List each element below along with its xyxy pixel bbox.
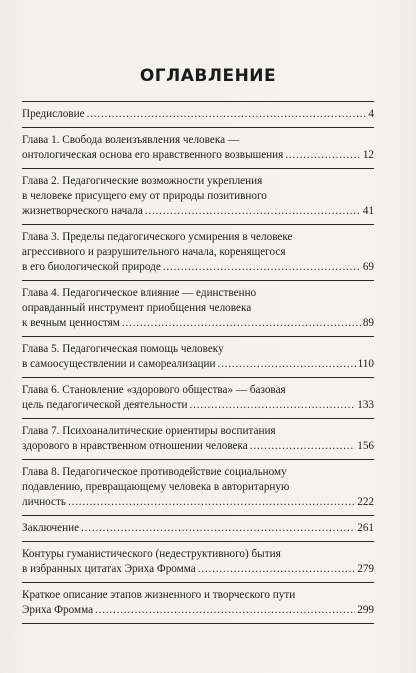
toc-entry-title-line: Глава 5. Педагогическая помощь человеку bbox=[22, 343, 224, 355]
toc-entry[interactable] bbox=[22, 128, 374, 168]
toc-entry[interactable] bbox=[22, 419, 374, 459]
dot-leader bbox=[190, 398, 356, 413]
dot-leader bbox=[285, 148, 361, 163]
dot-leader bbox=[217, 357, 355, 372]
toc-page-number: 279 bbox=[357, 563, 374, 575]
toc-page-number: 12 bbox=[362, 149, 374, 161]
toc-entry-title-line: в избранных цитатах Эриха Фромма bbox=[22, 563, 196, 575]
dot-leader bbox=[198, 562, 356, 577]
toc-entry[interactable] bbox=[22, 102, 374, 127]
toc-entry-title-line: Заключение bbox=[22, 522, 80, 534]
toc-entry[interactable] bbox=[22, 460, 374, 515]
toc-entry-title-line: Контуры гуманистического (недеструктивного) бытия bbox=[22, 548, 281, 560]
toc-entry[interactable] bbox=[22, 225, 374, 280]
toc-entry-title-line: Глава 1. Свобода волеизъявления человека — bbox=[22, 134, 240, 146]
toc-page-number: 299 bbox=[357, 604, 374, 616]
toc-entry-title-line: здорового в нравственном отношении человека bbox=[22, 440, 248, 452]
dot-leader bbox=[122, 316, 361, 331]
toc-entry-title-line: Предисловие bbox=[22, 108, 85, 120]
toc-entry-title-line: онтологическая основа его нравственного возвышения bbox=[22, 149, 284, 161]
toc-entry-title-line: к вечным ценностям bbox=[22, 317, 120, 329]
toc-entry-title-line: Глава 6. Становление «здорового общества» — базовая bbox=[22, 384, 286, 396]
toc-entry-title-line: подавлению, превращающему человека в авторитарную bbox=[22, 481, 290, 493]
toc-page-number: 41 bbox=[362, 205, 374, 217]
toc-entry-title-line: агрессивного и разрушительного начала, коренящегося bbox=[22, 246, 286, 258]
dot-leader bbox=[68, 495, 355, 510]
dot-leader bbox=[87, 107, 367, 122]
toc-entry-title-line: в его биологической природе bbox=[22, 261, 161, 273]
toc-page-number: 4 bbox=[368, 108, 374, 120]
toc-entry-title-line: Глава 8. Педагогическое противодействие социальному bbox=[22, 466, 287, 478]
toc-entry[interactable] bbox=[22, 337, 374, 377]
toc-page-number: 261 bbox=[357, 522, 374, 534]
dot-leader bbox=[95, 603, 355, 618]
toc-page-number: 133 bbox=[357, 399, 374, 411]
toc-entry-title-line: оправданный инструмент приобщения человека bbox=[22, 302, 252, 314]
toc-entry-title-line: Глава 3. Пределы педагогического усмирения в человеке bbox=[22, 231, 293, 243]
toc-page-number: 89 bbox=[362, 317, 374, 329]
toc-entry-title-line: Глава 4. Педагогическое влияние — единственно bbox=[22, 287, 257, 299]
toc-entry[interactable] bbox=[22, 542, 374, 582]
toc-entry[interactable] bbox=[22, 516, 374, 541]
separator-line bbox=[22, 623, 374, 624]
toc-entry-title-line: личность bbox=[22, 496, 67, 508]
dot-leader bbox=[163, 260, 361, 275]
toc-entry-title-line: Глава 2. Педагогические возможности укрепления bbox=[22, 175, 263, 187]
toc-entry-title-line: в человеке присущего ему от природы позитивного bbox=[22, 190, 267, 202]
dot-leader bbox=[250, 439, 355, 454]
toc-entry[interactable] bbox=[22, 583, 374, 623]
toc-page-number: 69 bbox=[362, 261, 374, 273]
toc-entry[interactable] bbox=[22, 281, 374, 336]
toc-entry[interactable] bbox=[22, 169, 374, 224]
toc-entry[interactable] bbox=[22, 378, 374, 418]
dot-leader bbox=[145, 204, 361, 219]
toc-entry-title-line: Краткое описание этапов жизненного и творческого пути bbox=[22, 589, 296, 601]
toc-page-number: 110 bbox=[357, 358, 374, 370]
toc-entry-title-line: цель педагогической деятельности bbox=[22, 399, 188, 411]
toc-page-number: 222 bbox=[357, 496, 374, 508]
dot-leader bbox=[81, 521, 355, 536]
toc-entry-title-line: в самоосуществлении и самореализации bbox=[22, 358, 216, 370]
page-title: ОГЛАВЛЕНИЕ bbox=[139, 66, 277, 86]
toc-page-number: 156 bbox=[357, 440, 374, 452]
toc-entry-title-line: Глава 7. Психоаналитические ориентиры воспитания bbox=[22, 425, 276, 437]
toc-entry-title-line: жизнетворческого начала bbox=[22, 205, 143, 217]
table-of-contents bbox=[22, 101, 374, 624]
toc-entry-title-line: Эриха Фромма bbox=[22, 604, 94, 616]
